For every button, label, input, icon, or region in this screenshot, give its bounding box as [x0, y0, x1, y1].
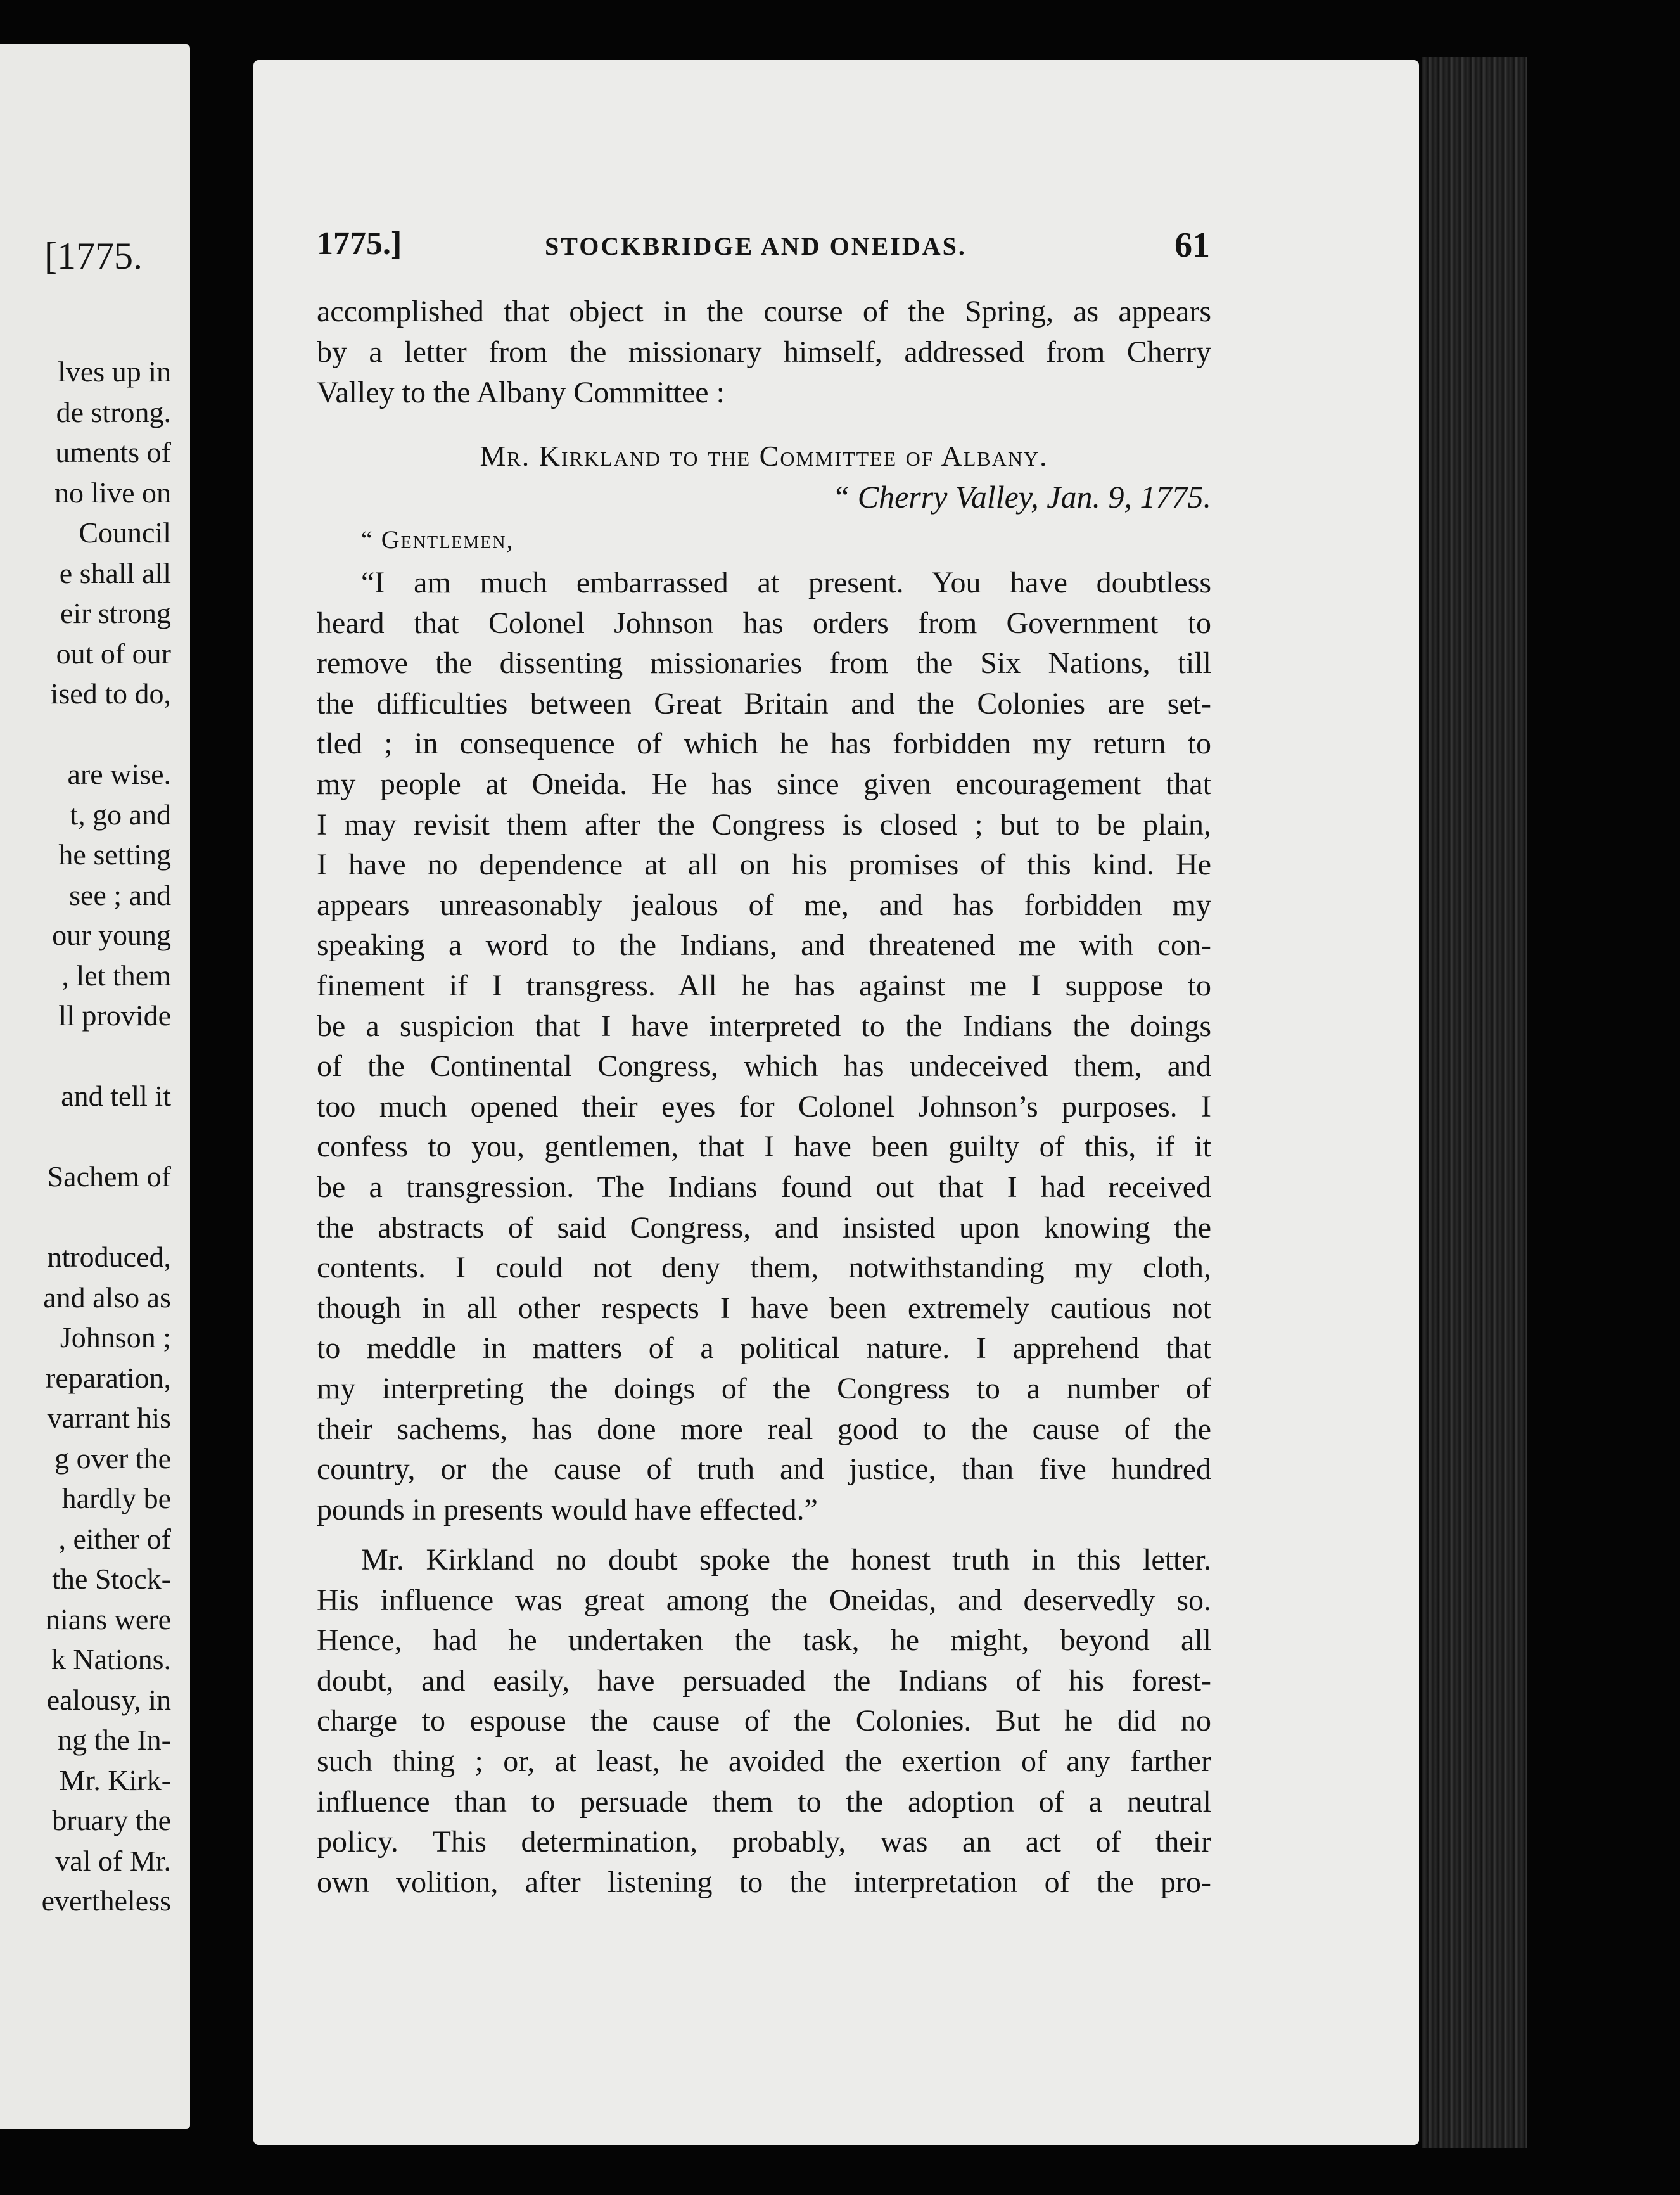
header-year: 1775.] — [317, 226, 402, 262]
left-page-header: [1775. — [44, 235, 143, 277]
left-page-line: val of Mr. — [55, 1844, 171, 1877]
left-page-line: hardly be — [61, 1482, 171, 1514]
left-page-line: out of our — [56, 637, 171, 670]
left-page-line: g over the — [54, 1442, 171, 1475]
letter-line: I may revisit them after the Congress is closed ; but to be plain, — [317, 807, 1211, 842]
letter-line: I have no dependence at all on his promises of this kind. He — [317, 848, 1211, 882]
page-number: 61 — [1174, 226, 1210, 265]
letter-heading: Mr. Kirkland to the Committee of Albany. — [480, 440, 1048, 472]
left-page-line: eir strong — [60, 597, 171, 629]
left-page-line: ng the In- — [58, 1724, 171, 1756]
running-header — [317, 225, 1210, 269]
left-facing-page — [0, 44, 190, 2129]
left-page-line: are wise. — [67, 758, 171, 790]
letter-line: remove the dissenting missionaries from the Six Nations, till — [317, 646, 1211, 681]
letter-line: be a transgression. The Indians found out that I had received — [317, 1170, 1211, 1204]
left-page-line: he setting — [58, 838, 171, 871]
letter-line: appears unreasonably jealous of me, and has forbidden my — [317, 888, 1211, 922]
closing-line: Mr. Kirkland no doubt spoke the honest truth in this letter. — [361, 1543, 1211, 1577]
left-page-line: , either of — [58, 1522, 171, 1555]
letter-line: though in all other respects I have been extremely cautious not — [317, 1291, 1211, 1325]
left-page-line: ntroduced, — [47, 1241, 171, 1273]
letter-line: “I am much embarrassed at present. You have doubtless — [361, 566, 1211, 599]
left-page-line: de strong. — [56, 395, 171, 428]
letter-line: my interpreting the doings of the Congress to a number of — [317, 1372, 1211, 1405]
left-page-line: no live on — [54, 476, 171, 509]
left-page-line: k Nations. — [51, 1643, 171, 1675]
left-page-line: Mr. Kirk- — [59, 1763, 171, 1796]
left-page-line: ised to do, — [50, 677, 171, 710]
letter-line: confess to you, gentlemen, that I have been guilty of this, if it — [317, 1130, 1211, 1164]
left-page-line: our young — [52, 919, 171, 951]
letter-line: tled ; in consequence of which he has forbidden my return to — [317, 727, 1211, 761]
left-page-line: nians were — [46, 1603, 171, 1635]
left-page-line: ll provide — [58, 999, 171, 1032]
left-page-line: reparation, — [46, 1361, 171, 1394]
intro-line: accomplished that object in the course of the Spring, as appears — [317, 295, 1211, 328]
letter-line: finement if I transgress. All he has against me I suppose to — [317, 969, 1211, 1002]
letter-line: my people at Oneida. He has since given encouragement that — [317, 767, 1211, 801]
left-page-line: bruary the — [52, 1804, 171, 1836]
letter-line: to meddle in matters of a political nature. I apprehend that — [317, 1331, 1211, 1366]
left-page-line: e shall all — [59, 556, 171, 589]
left-page-line: and also as — [43, 1281, 171, 1314]
letter-line: contents. I could not deny them, notwithstanding my cloth, — [317, 1251, 1211, 1285]
closing-line: Hence, had he undertaken the task, he might, beyond all — [317, 1623, 1211, 1658]
letter-line: be a suspicion that I have interpreted to the Indians the doings — [317, 1009, 1211, 1043]
letter-line: pounds in presents would have effected.” — [317, 1492, 818, 1526]
left-page-line: the Stock- — [52, 1563, 171, 1595]
closing-line: such thing ; or, at least, he avoided the exertion of any farther — [317, 1744, 1211, 1778]
letter-salutation: “ Gentlemen, — [361, 525, 514, 554]
letter-line: heard that Colonel Johnson has orders from Government to — [317, 606, 1211, 640]
letter-line: too much opened their eyes for Colonel Johnson’s purposes. I — [317, 1089, 1211, 1123]
closing-line: charge to espouse the cause of the Colonies. But he did no — [317, 1704, 1211, 1738]
letter-line: their sachems, has done more real good to the cause of the — [317, 1412, 1211, 1446]
left-page-line: lves up in — [58, 355, 171, 388]
left-page-line: t, go and — [70, 798, 171, 831]
letter-line: the difficulties between Great Britain and the Colonies are set- — [317, 686, 1211, 720]
left-page-line: varrant his — [47, 1402, 171, 1434]
letter-dateline: “ Cherry Valley, Jan. 9, 1775. — [832, 479, 1211, 515]
intro-line: by a letter from the missionary himself, addressed from Cherry — [317, 335, 1211, 369]
closing-line: policy. This determination, probably, was an act of their — [317, 1825, 1211, 1859]
header-title: STOCKBRIDGE AND ONEIDAS. — [545, 232, 967, 260]
closing-line: doubt, and easily, have persuaded the Indians of his forest- — [317, 1663, 1211, 1698]
left-page-line: evertheless — [41, 1885, 171, 1917]
left-page-line: Council — [79, 516, 171, 549]
left-page-line: uments of — [55, 436, 171, 468]
left-page-line: , let them — [61, 959, 171, 992]
left-page-line: Sachem of — [47, 1160, 171, 1193]
left-page-line: and tell it — [61, 1080, 171, 1112]
closing-line: His influence was great among the Oneidas, and deservedly so. — [317, 1583, 1211, 1617]
closing-line: own volition, after listening to the interpretation of the pro- — [317, 1865, 1211, 1899]
book-page-edges — [1422, 57, 1527, 2148]
letter-line: of the Continental Congress, which has undeceived them, and — [317, 1049, 1211, 1084]
letter-line: speaking a word to the Indians, and threatened me with con- — [317, 928, 1211, 963]
intro-line: Valley to the Albany Committee : — [317, 376, 725, 409]
left-page-line: ealousy, in — [46, 1683, 171, 1716]
letter-line: country, or the cause of truth and justice, than five hundred — [317, 1452, 1211, 1487]
left-page-line: see ; and — [69, 878, 171, 911]
letter-line: the abstracts of said Congress, and insisted upon knowing the — [317, 1210, 1211, 1245]
closing-line: influence than to persuade them to the adoption of a neutral — [317, 1784, 1211, 1819]
left-page-line: Johnson ; — [60, 1321, 171, 1353]
